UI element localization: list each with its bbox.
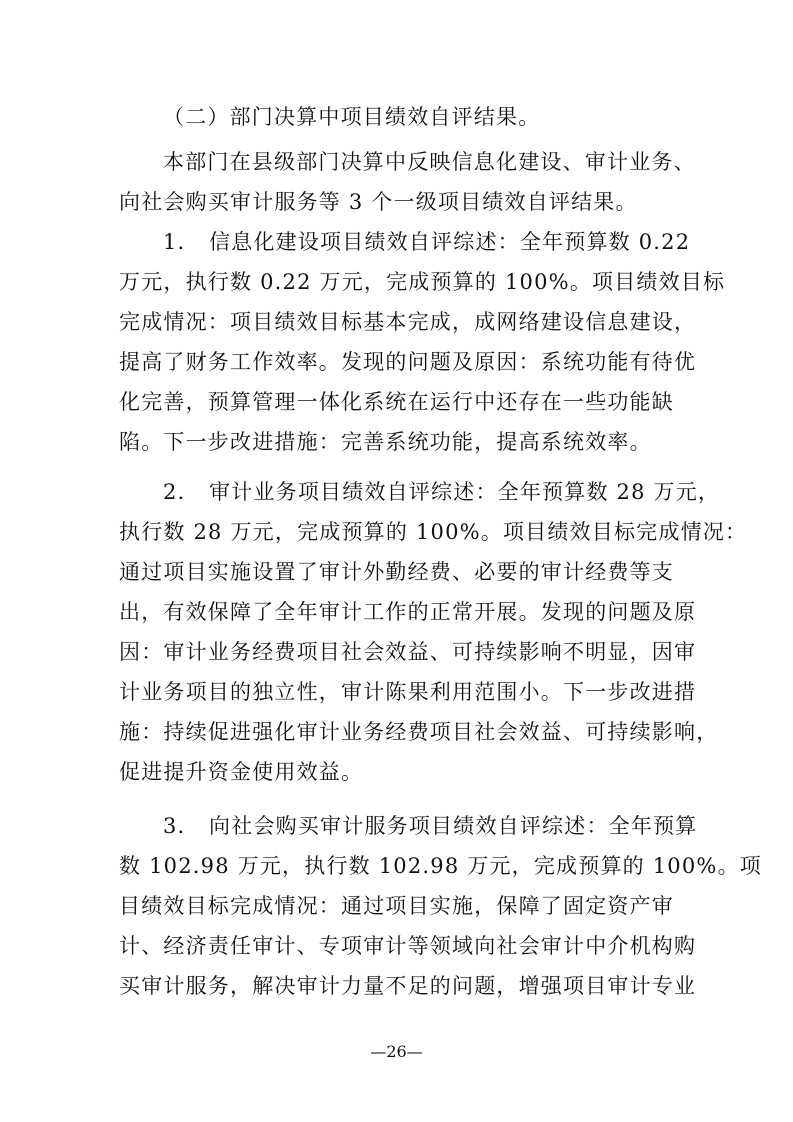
page-number: —26— [370, 1042, 423, 1061]
section-heading-text: （二）部门决算中项目绩效自评结果。 [163, 105, 541, 129]
document-page: （二）部门决算中项目绩效自评结果。 本部门在县级部门决算中反映信息化建设、审计业务、 向社会购买审计服务等 3 个一级项目绩效自评结果。 1. 信息化建设项目绩效自评综述：全年预算数 0.22 万元，执行数 0.22 万元，完成预算的 100%。项目绩效目标 完成情况：项目绩效目标基本完成，成网络建设信息建设， 提高了财务工作效率。发现的问题及原因：系统功能有待优 化完善，预算管理一体化系统在运行中还存在一些功能缺 陷。下一步改进措施：完善系统功能，提高系统效率。 2. 审计业务项目绩效自评综述：全年预算数 28 万元， 执行数 28 万元，完成预算的 100%。项目绩效目标完成情况： 通过项目实施设置了审计外勤经费、必要的审计经费等支 出，有效保障了全年审计工作的正常开展。发现的问题及原 因：审计业务经费项目社会效益、可持续影响不明显，因审 计业务项目的独立性，审计陈果利用范围小。下一步改进措 施：持续促进强化审计业务经费项目社会效益、可持续影响， 促进提升资金使用效益。 3. 向社会购买审计服务项目绩效自评综述：全年预算 数 102.98 万元，执行数 102.98 万元，完成预算的 100%。项 目绩效目标完成情况：通过项目实施，保障了固定资产审 计、经济责任审计、专项审计等领域向社会审计中介机构购 买审计服务，解决审计力量不足的问题，增强项目审计专业 —26— [0, 0, 793, 1122]
